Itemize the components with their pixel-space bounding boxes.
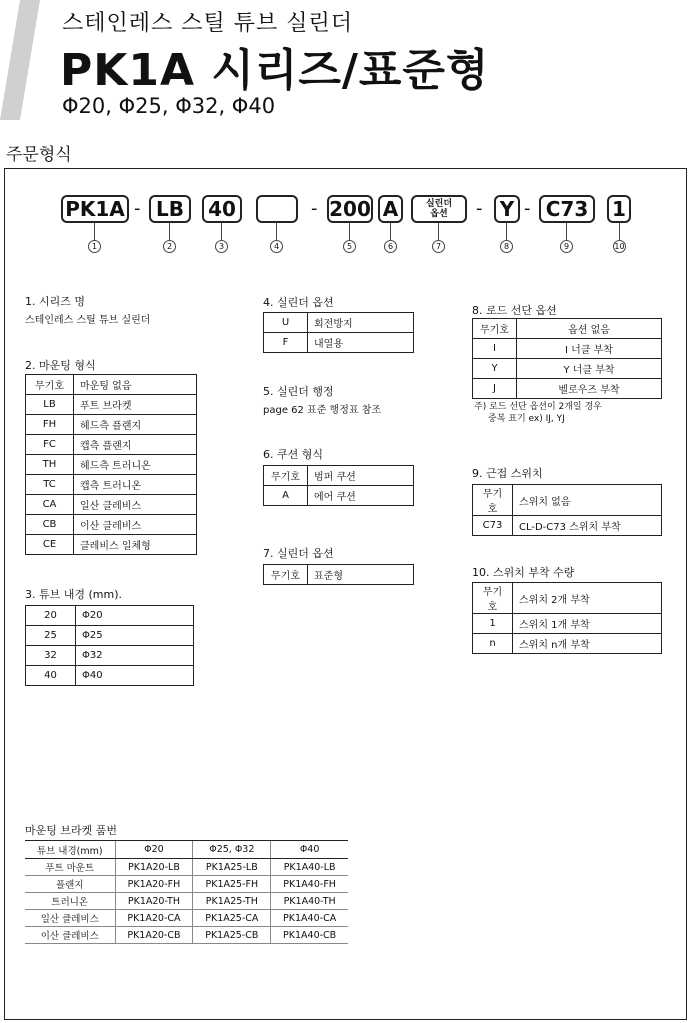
- table-cell: CE: [26, 535, 74, 555]
- table-cell: 회전방지: [308, 313, 414, 333]
- cushion-type-table: [263, 465, 414, 506]
- table-cell: 푸트 마운트: [25, 859, 115, 876]
- series-name-heading: 1. 시리즈 명: [25, 295, 85, 308]
- switch-qty-heading: 10. 스위치 부착 수량: [472, 566, 575, 579]
- table-cell: 40: [26, 666, 76, 686]
- table-cell: PK1A40-CA: [271, 910, 348, 927]
- connector-line: [94, 223, 95, 240]
- table-row: [26, 535, 197, 555]
- callout-number: 3: [215, 240, 228, 253]
- code-dash: -: [134, 198, 141, 219]
- cylinder-option-7-heading: 7. 실린더 옵션: [263, 547, 334, 560]
- table-row: [25, 893, 348, 910]
- table-cell: 1: [473, 614, 513, 634]
- table-cell: PK1A20-LB: [115, 859, 193, 876]
- table-row: [473, 485, 662, 516]
- table-cell: 무기호: [473, 319, 517, 339]
- table-cell: 에어 쿠션: [308, 486, 414, 506]
- table-cell: PK1A20-CA: [115, 910, 193, 927]
- table-cell: PK1A40-FH: [271, 876, 348, 893]
- table-cell: 트러니온: [25, 893, 115, 910]
- table-row: [25, 859, 348, 876]
- switch-qty-table: [472, 582, 662, 654]
- table-cell: 내열용: [308, 333, 414, 353]
- table-cell: TH: [26, 455, 74, 475]
- table-cell: PK1A25-FH: [193, 876, 271, 893]
- table-row: [473, 339, 662, 359]
- code-cylinder-option: [411, 195, 467, 223]
- table-row: [25, 910, 348, 927]
- section-title-order-format: 주문형식: [6, 145, 72, 165]
- table-cell: 32: [26, 646, 76, 666]
- callout-number: 4: [270, 240, 283, 253]
- connector-line: [349, 223, 350, 240]
- code-switch-qty: 1: [607, 195, 631, 223]
- bracket-part-table: [25, 840, 348, 944]
- callout-number: 8: [500, 240, 513, 253]
- rod-end-option-heading: 8. 로드 선단 옵션: [472, 304, 557, 317]
- bore-size-table: [25, 605, 194, 686]
- table-cell: FH: [26, 415, 74, 435]
- code-series: PK1A: [61, 195, 129, 223]
- mounting-type-table: [25, 374, 197, 555]
- table-cell: PK1A20-FH: [115, 876, 193, 893]
- table-row: [264, 466, 414, 486]
- connector-line: [566, 223, 567, 240]
- table-row: [473, 583, 662, 614]
- table-cell: 푸트 브라켓: [74, 395, 197, 415]
- table-cell: 캡측 플랜지: [74, 435, 197, 455]
- table-cell: PK1A40-TH: [271, 893, 348, 910]
- code-stroke: 200: [327, 195, 373, 223]
- table-cell: 무기호: [264, 565, 308, 585]
- table-cell: 일산 클레비스: [25, 910, 115, 927]
- table-row: [26, 475, 197, 495]
- table-row: [26, 435, 197, 455]
- code-dash: -: [524, 198, 531, 219]
- callout-number: 10: [614, 242, 625, 251]
- connector-line: [506, 223, 507, 240]
- cylinder-option-7-table: [263, 564, 414, 585]
- table-cell: PK1A25-CB: [193, 927, 271, 944]
- code-mounting: LB: [149, 195, 191, 223]
- proximity-switch-heading: 9. 근접 스위치: [472, 467, 543, 480]
- table-row: [26, 395, 197, 415]
- cylinder-option-heading: 4. 실린더 옵션: [263, 296, 334, 309]
- table-cell: 일산 클레비스: [74, 495, 197, 515]
- table-cell: F: [264, 333, 308, 353]
- table-cell: A: [264, 486, 308, 506]
- table-cell: PK1A20-TH: [115, 893, 193, 910]
- table-row: [26, 626, 194, 646]
- table-cell: Y: [473, 359, 517, 379]
- table-cell: Φ25: [76, 626, 194, 646]
- connector-line: [221, 223, 222, 240]
- rod-end-note-line1: 주) 로드 선단 옵션이 2개일 경우: [474, 402, 602, 412]
- table-cell: I: [473, 339, 517, 359]
- table-cell: 무기호: [473, 485, 513, 516]
- header-subtitle: 스테인레스 스틸 튜브 실린더: [62, 11, 354, 36]
- table-row: [264, 333, 414, 353]
- table-cell: 벨로우즈 부착: [517, 379, 662, 399]
- table-cell: Y 너클 부착: [517, 359, 662, 379]
- connector-line: [276, 223, 277, 240]
- table-cell: 스위치 없음: [513, 485, 662, 516]
- table-row: [473, 516, 662, 536]
- bore-size-heading: 3. 튜브 내경 (mm).: [25, 588, 122, 601]
- table-cell: 20: [26, 606, 76, 626]
- table-header-cell: Φ25, Φ32: [193, 841, 271, 859]
- code-cylinder-option-line2: 옵션: [430, 209, 448, 219]
- table-cell: Φ32: [76, 646, 194, 666]
- table-cell: 마운팅 없음: [74, 375, 197, 395]
- code-switch: C73: [539, 195, 595, 223]
- table-header-cell: 튜브 내경(mm): [25, 841, 115, 859]
- table-cell: 헤드측 트러니온: [74, 455, 197, 475]
- stroke-heading: 5. 실린더 행정: [263, 385, 334, 398]
- table-row: [25, 841, 348, 859]
- code-dash: -: [476, 198, 483, 219]
- table-row: [26, 666, 194, 686]
- table-row: [26, 515, 197, 535]
- table-cell: PK1A40-CB: [271, 927, 348, 944]
- proximity-switch-table: [472, 484, 662, 536]
- table-row: [473, 614, 662, 634]
- table-cell: 무기호: [473, 583, 513, 614]
- table-cell: Φ20: [76, 606, 194, 626]
- connector-line: [438, 223, 439, 240]
- table-row: [473, 319, 662, 339]
- table-cell: 캡측 트러니온: [74, 475, 197, 495]
- connector-line: [390, 223, 391, 240]
- callout-number: 2: [163, 240, 176, 253]
- bracket-part-heading: 마운팅 브라켓 품번: [25, 824, 118, 837]
- table-cell: FC: [26, 435, 74, 455]
- table-row: [26, 606, 194, 626]
- table-row: [25, 927, 348, 944]
- table-row: [473, 634, 662, 654]
- code-bore: 40: [202, 195, 242, 223]
- table-cell: 옵션 없음: [517, 319, 662, 339]
- table-cell: n: [473, 634, 513, 654]
- table-cell: CL-D-C73 스위치 부착: [513, 516, 662, 536]
- rod-end-note-line2: 중복 표기 ex) IJ, YJ: [488, 414, 565, 424]
- code-rod-end: Y: [494, 195, 520, 223]
- table-cell: I 너클 부착: [517, 339, 662, 359]
- code-option-blank: [256, 195, 298, 223]
- table-row: [26, 375, 197, 395]
- table-header-cell: Φ40: [271, 841, 348, 859]
- page-title: PK1A 시리즈/표준형: [60, 45, 490, 96]
- table-row: [25, 876, 348, 893]
- table-cell: C73: [473, 516, 513, 536]
- table-cell: 이산 클레비스: [74, 515, 197, 535]
- series-name-desc: 스테인레스 스틸 튜브 실린더: [25, 315, 151, 326]
- callout-number: 5: [343, 240, 356, 253]
- table-cell: PK1A20-CB: [115, 927, 193, 944]
- table-header-cell: Φ20: [115, 841, 193, 859]
- connector-line: [619, 223, 620, 240]
- table-cell: PK1A25-CA: [193, 910, 271, 927]
- callout-number: 1: [88, 240, 101, 253]
- table-cell: CA: [26, 495, 74, 515]
- code-dash: -: [311, 198, 318, 219]
- table-cell: 무기호: [26, 375, 74, 395]
- table-cell: Φ40: [76, 666, 194, 686]
- table-cell: PK1A40-LB: [271, 859, 348, 876]
- table-row: [26, 415, 197, 435]
- table-row: [26, 455, 197, 475]
- table-row: [473, 359, 662, 379]
- callout-number: 9: [560, 240, 573, 253]
- table-row: [473, 379, 662, 399]
- cushion-type-heading: 6. 쿠션 형식: [263, 448, 323, 461]
- table-row: [264, 565, 414, 585]
- callout-number: 6: [384, 240, 397, 253]
- table-cell: CB: [26, 515, 74, 535]
- table-cell: 클레비스 일체형: [74, 535, 197, 555]
- bore-size-list: Φ20, Φ25, Φ32, Φ40: [62, 94, 276, 118]
- table-cell: 무기호: [264, 466, 308, 486]
- header-stripe-graphic: [0, 0, 60, 120]
- stroke-desc: page 62 표준 행정표 참조: [263, 405, 382, 416]
- table-cell: J: [473, 379, 517, 399]
- table-cell: 25: [26, 626, 76, 646]
- callout-number: 7: [432, 240, 445, 253]
- table-cell: 플랜지: [25, 876, 115, 893]
- code-cylinder-option-line1: 실린더: [425, 199, 453, 209]
- table-cell: 스위치 1개 부착: [513, 614, 662, 634]
- table-row: [26, 646, 194, 666]
- cylinder-option-table: [263, 312, 414, 353]
- rod-end-option-table: [472, 318, 662, 399]
- table-cell: U: [264, 313, 308, 333]
- table-row: [26, 495, 197, 515]
- code-cushion: A: [378, 195, 403, 223]
- table-cell: 스위치 2개 부착: [513, 583, 662, 614]
- table-row: [264, 486, 414, 506]
- connector-line: [169, 223, 170, 240]
- table-cell: PK1A25-LB: [193, 859, 271, 876]
- table-cell: PK1A25-TH: [193, 893, 271, 910]
- table-cell: 표준형: [308, 565, 414, 585]
- mounting-type-heading: 2. 마운팅 형식: [25, 359, 96, 372]
- table-row: [264, 313, 414, 333]
- table-cell: 스위치 n개 부착: [513, 634, 662, 654]
- table-cell: 범퍼 쿠션: [308, 466, 414, 486]
- table-cell: 헤드측 플랜지: [74, 415, 197, 435]
- table-cell: LB: [26, 395, 74, 415]
- table-cell: 이산 클레비스: [25, 927, 115, 944]
- table-cell: TC: [26, 475, 74, 495]
